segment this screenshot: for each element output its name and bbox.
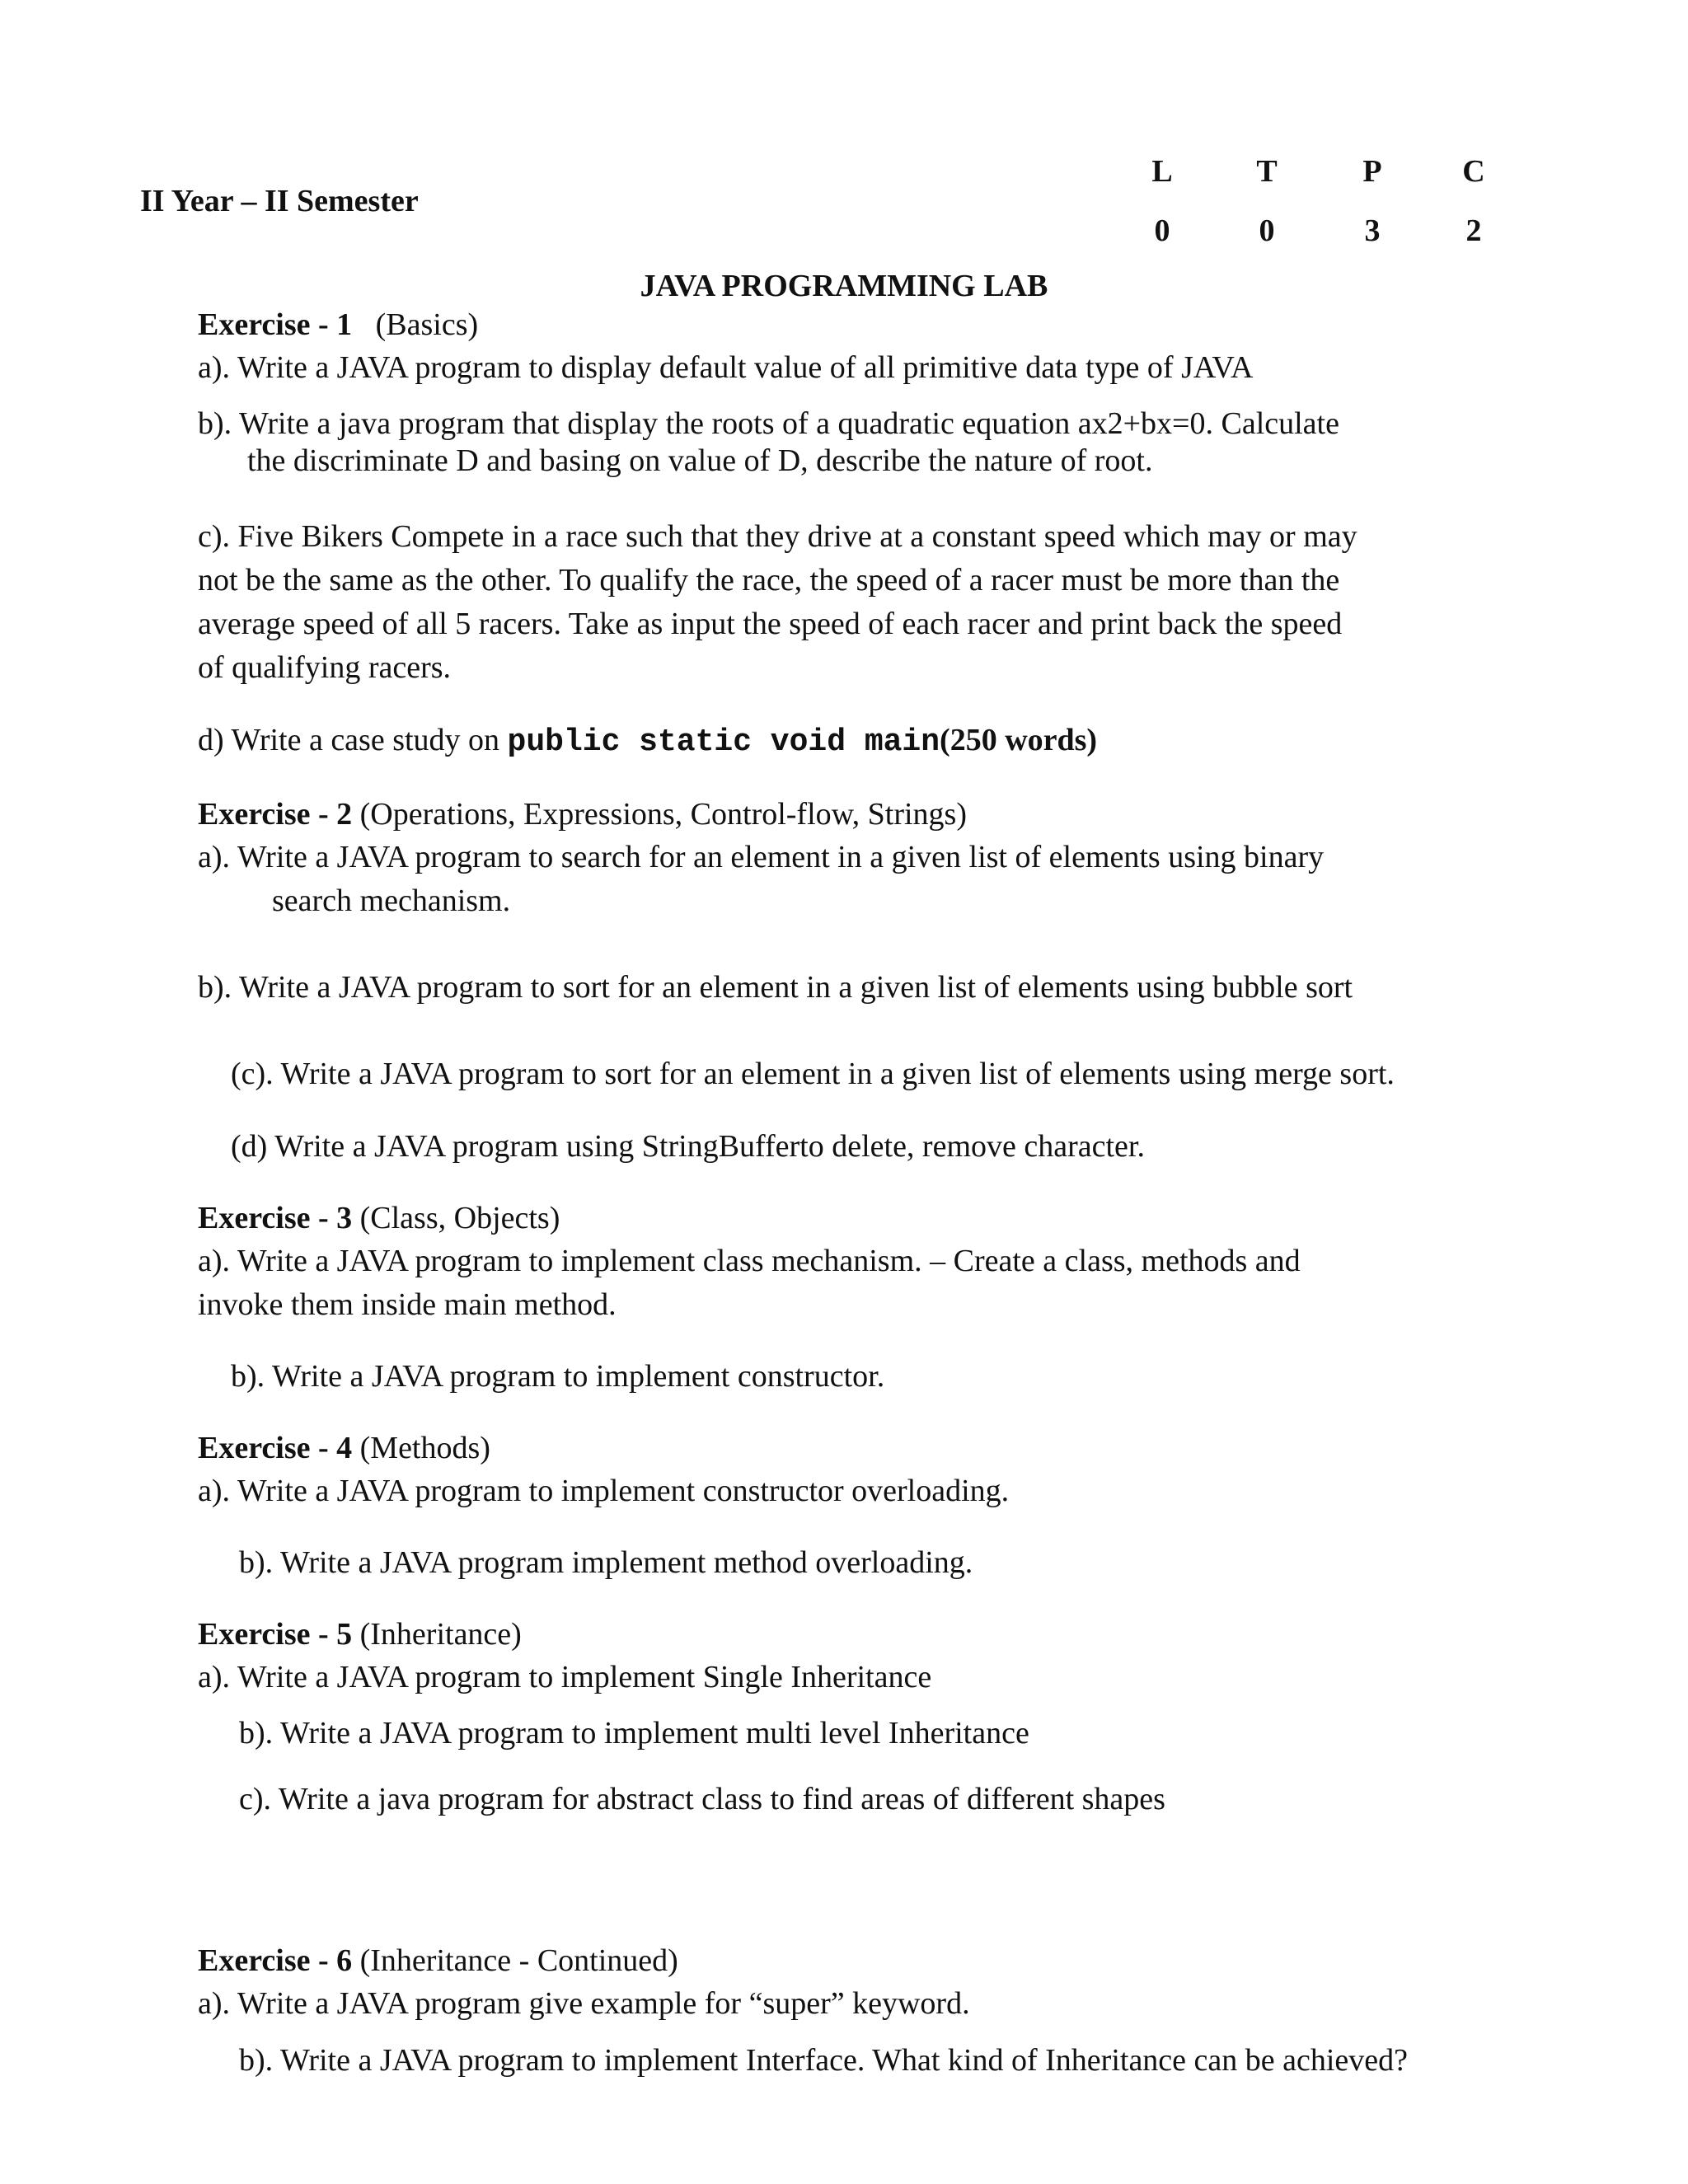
exercise-2-item-a-line2: search mechanism.	[272, 883, 511, 918]
exercise-2-item-c: (c). Write a JAVA program to sort for an element in a given list of elements using merge sort.	[231, 1057, 1395, 1091]
exercise-4-label: Exercise - 4	[198, 1431, 353, 1465]
exercise-6-item-b: b). Write a JAVA program to implement Interface. What kind of Inheritance can be achieved?	[239, 2043, 1409, 2078]
exercise-1-topic: (Basics)	[375, 307, 479, 342]
ltpc-label-t: T	[1256, 154, 1278, 189]
exercise-1-item-b-line2: the discriminate D and basing on value of D, describe the nature of root.	[247, 443, 1153, 478]
exercise-1-item-a: a). Write a JAVA program to display default value of all primitive data type of JAVA	[198, 350, 1254, 385]
ltpc-value-t: 0	[1259, 213, 1275, 248]
exercise-5-topic: (Inheritance)	[352, 1617, 522, 1652]
exercise-6-topic: (Inheritance - Continued)	[352, 1943, 678, 1978]
ltpc-label-c: C	[1462, 154, 1485, 189]
exercise-6-label: Exercise - 6	[198, 1943, 353, 1978]
exercise-3-item-a-line1: a). Write a JAVA program to implement class mechanism. – Create a class, methods and	[198, 1244, 1301, 1278]
ltpc-value-p: 3	[1364, 213, 1381, 248]
exercise-5-item-c: c). Write a java program for abstract class to find areas of different shapes	[239, 1782, 1165, 1816]
exercise-6-item-a: a). Write a JAVA program give example for “super” keyword.	[198, 1986, 970, 2021]
semester-label: II Year – II Semester	[140, 184, 419, 218]
exercise-2-topic: (Operations, Expressions, Control-flow, Strings)	[352, 797, 967, 832]
exercise-2-heading	[198, 793, 967, 837]
exercise-4-heading	[198, 1427, 490, 1470]
exercise-3-heading	[198, 1197, 560, 1240]
exercise-2-item-d: (d) Write a JAVA program using StringBufferto delete, remove character.	[231, 1129, 1145, 1164]
exercise-4-item-a: a). Write a JAVA program to implement constructor overloading.	[198, 1474, 1010, 1508]
page-title: JAVA PROGRAMMING LAB	[640, 269, 1048, 303]
exercise-3-item-b: b). Write a JAVA program to implement constructor.	[231, 1359, 885, 1394]
exercise-1-item-d-suffix: (250 words)	[940, 723, 1098, 757]
ltpc-label-p: P	[1362, 154, 1382, 189]
exercise-4-topic: (Methods)	[352, 1431, 490, 1465]
exercise-3-label: Exercise - 3	[198, 1201, 353, 1235]
exercise-1-item-c-line4: of qualifying racers.	[198, 650, 452, 685]
exercise-1-item-d-prefix: d) Write a case study on	[198, 723, 508, 757]
exercise-1-label: Exercise - 1	[198, 307, 353, 342]
exercise-1-item-d	[198, 719, 1097, 764]
exercise-1-item-c-line3: average speed of all 5 racers. Take as input the speed of each racer and print back the speed	[198, 607, 1343, 641]
exercise-2-item-b: b). Write a JAVA program to sort for an element in a given list of elements using bubble sort	[198, 970, 1353, 1005]
exercise-3-topic: (Class, Objects)	[352, 1201, 560, 1235]
exercise-2-item-a-line1: a). Write a JAVA program to search for an element in a given list of elements using binary	[198, 840, 1325, 874]
exercise-1-item-c-line2: not be the same as the other. To qualify the race, the speed of a racer must be more than the	[198, 563, 1340, 598]
exercise-6-heading	[198, 1939, 678, 1983]
exercise-5-label: Exercise - 5	[198, 1617, 353, 1652]
ltpc-value-c: 2	[1465, 213, 1482, 248]
exercise-1-item-b-line1: b). Write a java program that display the roots of a quadratic equation ax2+bx=0. Calculate	[198, 406, 1339, 441]
exercise-5-item-a: a). Write a JAVA program to implement Single Inheritance	[198, 1660, 932, 1694]
exercise-4-item-b: b). Write a JAVA program implement method overloading.	[239, 1545, 973, 1580]
exercise-2-label: Exercise - 2	[198, 797, 353, 832]
exercise-5-heading	[198, 1613, 522, 1657]
exercise-1-item-c-line1: c). Five Bikers Compete in a race such that they drive at a constant speed which may or may	[198, 519, 1357, 554]
exercise-3-item-a-line2: invoke them inside main method.	[198, 1287, 617, 1322]
ltpc-value-l: 0	[1154, 213, 1170, 248]
exercise-5-item-b: b). Write a JAVA program to implement multi level Inheritance	[239, 1716, 1029, 1750]
exercise-1-item-d-code: public static void main	[507, 724, 940, 760]
exercise-1-heading	[198, 303, 478, 347]
ltpc-label-l: L	[1151, 154, 1173, 189]
